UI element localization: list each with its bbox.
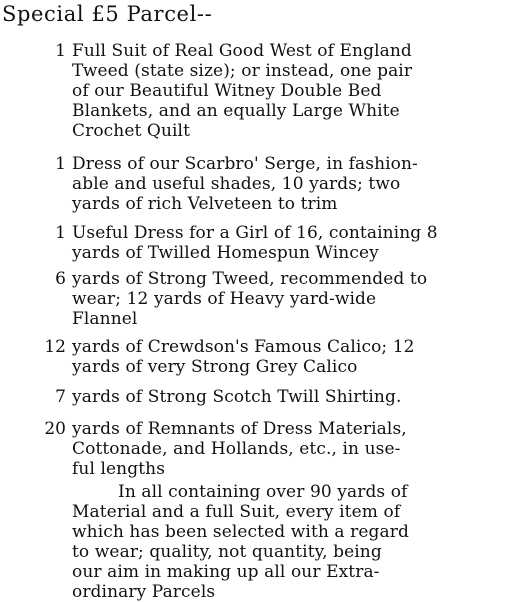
item-quantity: 1 <box>55 154 66 174</box>
item-description: yards of Remnants of Dress Materials, Cottonade, and Hollands, etc., in use- ful lengths <box>72 419 407 479</box>
item-quantity: 1 <box>55 223 66 243</box>
page-title: Special £5 Parcel-- <box>2 2 213 26</box>
summary-paragraph: In all containing over 90 yards of Material and a full Suit, every item of which has been selected with a regard to wear; quality, not quantity, being our aim in making up all our Extra- ordinary Parcels <box>72 482 409 602</box>
item-description: yards of Strong Tweed, recommended to wear; 12 yards of Heavy yard-wide Flannel <box>72 269 428 329</box>
item-quantity: 6 <box>55 269 66 289</box>
item-description: Useful Dress for a Girl of 16, containing 8 yards of Twilled Homespun Wincey <box>72 223 438 263</box>
item-quantity: 7 <box>55 387 66 407</box>
item-quantity: 20 <box>44 419 66 439</box>
item-quantity: 12 <box>44 337 66 357</box>
item-description: Dress of our Scarbro' Serge, in fashion- able and useful shades, 10 yards; two yards of rich Velveteen to trim <box>72 154 418 214</box>
item-description: yards of Crewdson's Famous Calico; 12 yards of very Strong Grey Calico <box>72 337 415 377</box>
item-description: Full Suit of Real Good West of England Tweed (state size); or instead, one pair of our Beautiful Witney Double Bed Blankets, and an equally Large White Crochet Quilt <box>72 41 413 141</box>
item-quantity: 1 <box>55 41 66 61</box>
item-description: yards of Strong Scotch Twill Shirting. <box>72 387 402 407</box>
